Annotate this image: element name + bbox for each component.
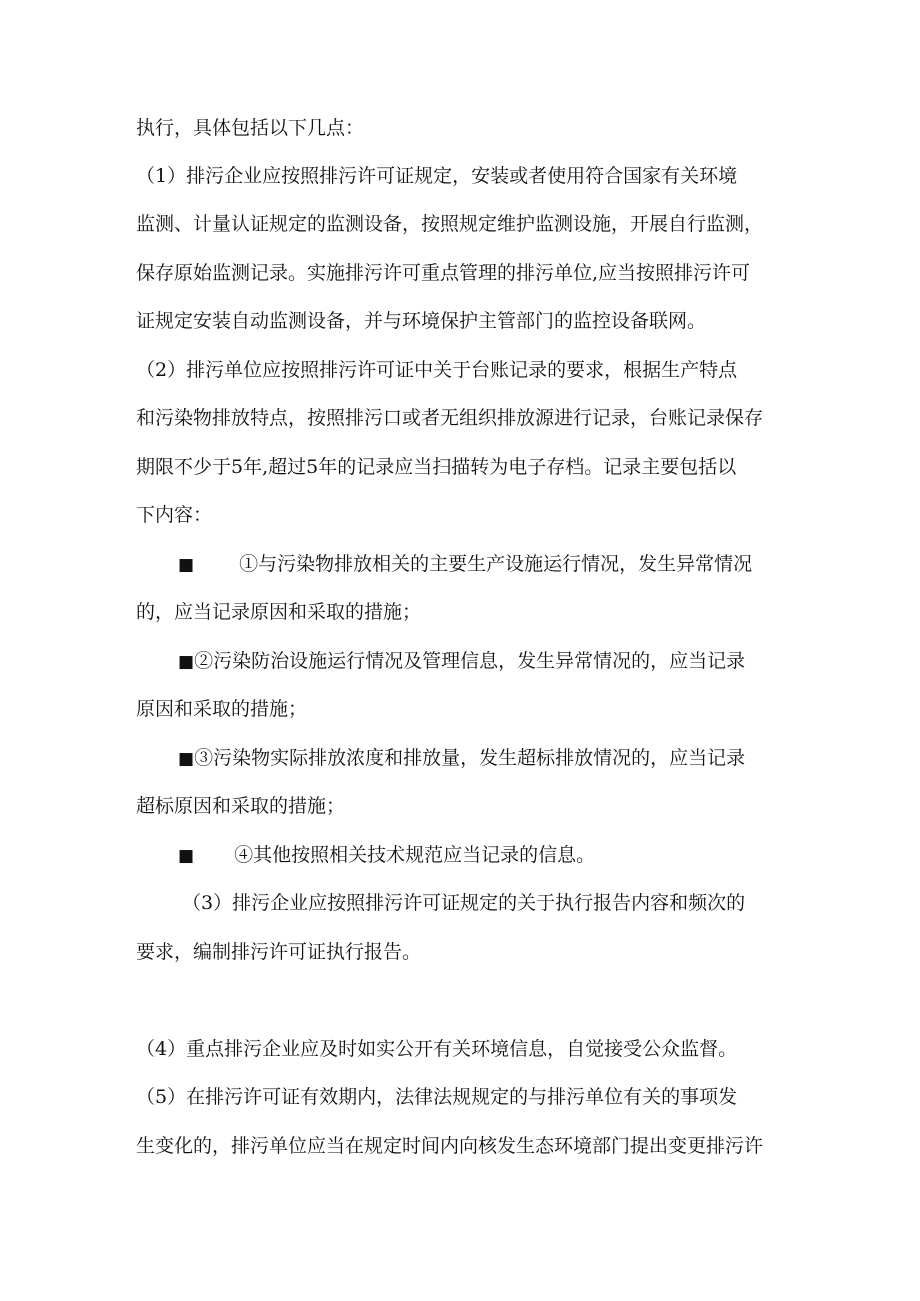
text-line: （3）排污企业应按照排污许可证规定的关于执行报告内容和频次的 (182, 892, 746, 914)
text-line: （4）重点排污企业应及时如实公开有关环境信息，自觉接受公众监督。 (136, 1038, 738, 1060)
text-line: （2）排污单位应按照排污许可证中关于台账记录的要求，根据生产特点 (136, 359, 738, 381)
text-line: 和污染物排放特点，按照排污口或者无组织排放源进行记录，台账记录保存 (136, 407, 764, 429)
text-line: 监测、计量认证规定的监测设备，按照规定维护监测设施，开展自行监测， (136, 213, 764, 235)
text-line: 超标原因和采取的措施； (136, 795, 346, 817)
bullet-item: ■ ④其他按照相关技术规范应当记录的信息。 (0, 841, 920, 870)
text-line: （1）排污企业应按照排污许可证规定，安装或者使用符合国家有关环境 (136, 165, 738, 187)
bullet-item: ■②污染防治设施运行情况及管理信息，发生异常情况的，应当记录 (0, 647, 920, 676)
text-line: 下内容： (136, 504, 213, 526)
text-line: 证规定安装自动监测设备，并与环境保护主管部门的监控设备联网。 (136, 310, 707, 332)
text-line: 生变化的，排污单位应当在规定时间内向核发生态环境部门提出变更排污许 (136, 1135, 764, 1157)
text-line: 保存原始监测记录。实施排污许可重点管理的排污单位,应当按照排污许可 (136, 262, 751, 284)
text-line: （5）在排污许可证有效期内，法律法规规定的与排污单位有关的事项发 (136, 1086, 738, 1108)
bullet-square-icon: ■ (178, 846, 195, 866)
bullet-item: ■ ①与污染物排放相关的主要生产设施运行情况，发生异常情况 (0, 550, 920, 579)
text-line: 原因和采取的措施； (136, 698, 308, 720)
bullet-square-icon: ■ (178, 749, 195, 769)
bullet-square-icon: ■ (178, 652, 195, 672)
bullet-item: ■③污染物实际排放浓度和排放量，发生超标排放情况的，应当记录 (0, 744, 920, 773)
bullet-square-icon: ■ (178, 555, 195, 575)
text-line: 的，应当记录原因和采取的措施； (136, 601, 422, 623)
text-line: 期限不少于5年,超过5年的记录应当扫描转为电子存档。记录主要包括以 (136, 456, 737, 478)
text-line: 要求，编制排污许可证执行报告。 (136, 941, 422, 963)
text-line: 执行，具体包括以下几点： (136, 117, 365, 139)
